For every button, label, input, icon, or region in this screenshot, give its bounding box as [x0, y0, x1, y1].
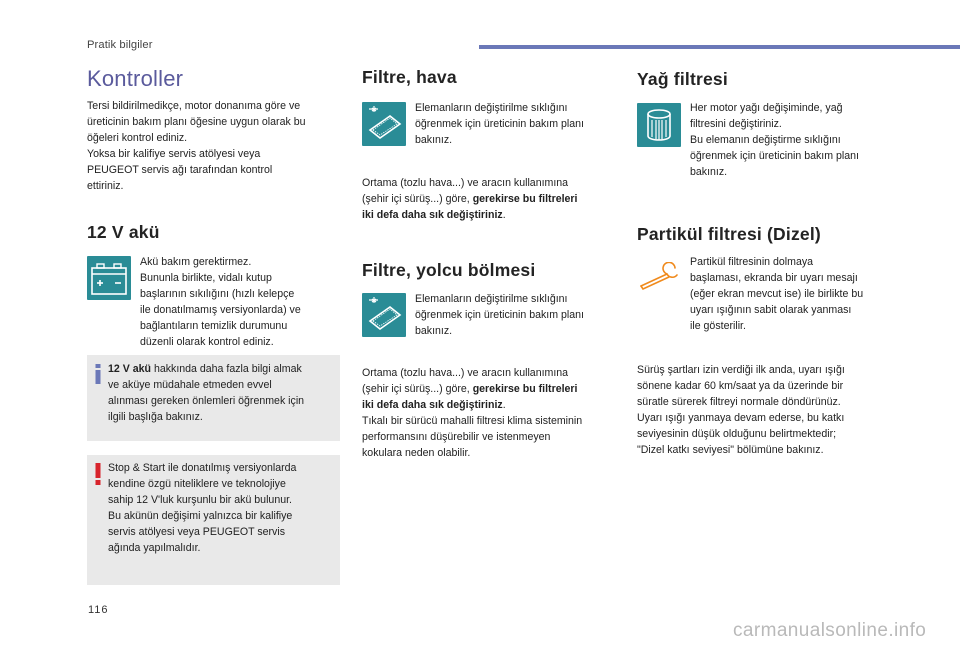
cabin-filter-text-line: bakınız.	[415, 325, 453, 337]
intro-line: Yoksa bir kalifiye servis atölyesi veya	[87, 148, 261, 160]
warning-note-line: servis atölyesi veya PEUGEOT servis	[108, 526, 286, 538]
battery-text	[140, 254, 345, 350]
cabin-filter-note-line: (şehir içi sürüş...) göre,	[362, 383, 473, 395]
warning-note-line: kendine özgü niteliklere ve teknolojiye	[108, 478, 286, 490]
air-filter-note-line: .	[502, 209, 506, 221]
air-filter-note-bold: iki defa daha sık değiştiriniz	[362, 209, 503, 221]
air-filter-text	[415, 100, 615, 148]
particle-filter-text-line: ile gösterilir.	[690, 320, 746, 332]
battery-heading: 12 V akü	[87, 222, 160, 242]
info-note-line: alınması gereken önlemleri öğrenmek için	[108, 395, 305, 407]
cabin-filter-note-line: performansını düşürebilir ve istenmeyen	[362, 431, 551, 443]
particle-filter-note-line: süratle sürerek filtreyi normale döndürünüz.	[637, 396, 841, 408]
particle-filter-note-line: Uyarı ışığı yanmaya devam ederse, bu katkı	[637, 412, 845, 424]
warning-note-line: sahip 12 V'luk kurşunlu bir akü bulunur.	[108, 494, 292, 506]
cabin-filter-note-bold: gerekirse bu filtreleri	[472, 383, 578, 395]
air-filter-note-line: (şehir içi sürüş...) göre,	[362, 193, 473, 205]
air-filter-note-bold: gerekirse bu filtreleri	[472, 193, 578, 205]
particle-filter-text	[690, 254, 900, 334]
warning-note-line: Bu akünün değişimi yalnızca bir kalifiye	[108, 510, 293, 522]
info-note-line: hakkında daha fazla bilgi almak	[151, 363, 302, 375]
particle-filter-text-line: Partikül filtresinin dolmaya	[690, 256, 814, 268]
particle-filter-note-line: sönene kadar 60 km/saat ya da üzerinde bir	[637, 380, 844, 392]
warning-note-line: Stop & Start ile donatılmış versiyonlarda	[108, 462, 297, 474]
particle-filter-text-line: (eğer ekran mevcut ise) ile birlikte bu	[690, 288, 864, 300]
cabin-filter-icon	[362, 293, 406, 337]
battery-text-line: Akü bakım gerektirmez.	[140, 256, 252, 268]
cabin-filter-note-line: kokulara neden olabilir.	[362, 447, 471, 459]
intro-line: PEUGEOT servis ağı tarafından kontrol	[87, 164, 273, 176]
air-filter-text-line: bakınız.	[415, 134, 453, 146]
intro-line: öğeleri kontrol ediniz.	[87, 132, 188, 144]
intro-line: üreticinin bakım planı öğesine uygun olarak bu	[87, 116, 306, 128]
cabin-filter-text-line: öğrenmek için üreticinin bakım planı	[415, 309, 584, 321]
cabin-filter-heading: Filtre, yolcu bölmesi	[362, 260, 536, 280]
battery-text-line: başlarının sıkılığını (hızlı kelepçe	[140, 288, 295, 300]
battery-text-line: bağlantıların temizlik durumunu	[140, 320, 288, 332]
oil-filter-heading: Yağ filtresi	[637, 69, 728, 89]
info-icon	[91, 364, 105, 384]
air-filter-text-line: öğrenmek için üreticinin bakım planı	[415, 118, 584, 130]
info-note-text	[108, 361, 338, 425]
section-title: Pratik bilgiler	[87, 39, 153, 51]
particle-filter-note-line: "Dizel katkı seviyesi" bölümüne bakınız.	[637, 444, 824, 456]
cabin-filter-text-line: Elemanların değiştirilme sıklığını	[415, 293, 568, 305]
oil-filter-text-line: Her motor yağı değişiminde, yağ	[690, 102, 843, 114]
cabin-filter-text	[415, 291, 615, 339]
particle-filter-note-line: seviyesinin düşük olduğunu belirtmektedir;	[637, 428, 837, 440]
oil-filter-text-line: Bu elemanın değiştirme sıklığını	[690, 134, 841, 146]
cabin-filter-note-bold: iki defa daha sık değiştiriniz	[362, 399, 503, 411]
oil-filter-text-line: bakınız.	[690, 166, 728, 178]
intro-paragraph	[87, 98, 347, 194]
info-note-line: ve aküye müdahale etmeden evvel	[108, 379, 272, 391]
wrench-icon	[637, 262, 687, 292]
battery-text-line: düzenli olarak kontrol ediniz.	[140, 336, 274, 348]
air-filter-note	[362, 175, 622, 223]
info-note-lead: 12 V akü	[108, 363, 151, 375]
oil-filter-text-line: öğrenmek için üreticinin bakım planı	[690, 150, 859, 162]
warning-note-line: ağında yapılmalıdır.	[108, 542, 201, 554]
watermark: carmanualsonline.info	[733, 620, 927, 641]
cabin-filter-note-line: .	[502, 399, 506, 411]
particle-filter-text-line: uyarı ışığının sabit olarak yanması	[690, 304, 852, 316]
cabin-filter-note	[362, 365, 624, 461]
header-rule	[479, 45, 960, 49]
intro-line: Tersi bildirilmedikçe, motor donanıma göre ve	[87, 100, 301, 112]
oil-filter-text	[690, 100, 900, 180]
particle-filter-heading: Partikül filtresi (Dizel)	[637, 224, 821, 244]
oil-filter-text-line: filtresini değiştiriniz.	[690, 118, 782, 130]
cabin-filter-note-line: Ortama (tozlu hava...) ve aracın kullanımına	[362, 367, 569, 379]
particle-filter-note-line: Sürüş şartları izin verdiği ilk anda, uyarı ışığı	[637, 364, 845, 376]
battery-icon	[87, 256, 131, 300]
cabin-filter-note-line: Tıkalı bir sürücü mahalli filtresi klima sisteminin	[362, 415, 583, 427]
battery-text-line: ile donatılmamış versiyonlarda) ve	[140, 304, 301, 316]
air-filter-heading: Filtre, hava	[362, 67, 457, 87]
particle-filter-text-line: başlaması, ekranda bir uyarı mesajı	[690, 272, 858, 284]
air-filter-note-line: Ortama (tozlu hava...) ve aracın kullanımına	[362, 177, 569, 189]
info-note-line: ilgili başlığa bakınız.	[108, 411, 203, 423]
warning-note-text	[108, 460, 338, 556]
particle-filter-note	[637, 362, 899, 458]
warning-icon	[91, 463, 105, 485]
battery-text-line: Bununla birlikte, vidalı kutup	[140, 272, 272, 284]
intro-line: ettiriniz.	[87, 180, 124, 192]
page-number: 116	[88, 604, 109, 616]
air-filter-icon	[362, 102, 406, 146]
page-title: Kontroller	[87, 66, 184, 91]
air-filter-text-line: Elemanların değiştirilme sıklığını	[415, 102, 568, 114]
oil-filter-icon	[637, 103, 681, 147]
